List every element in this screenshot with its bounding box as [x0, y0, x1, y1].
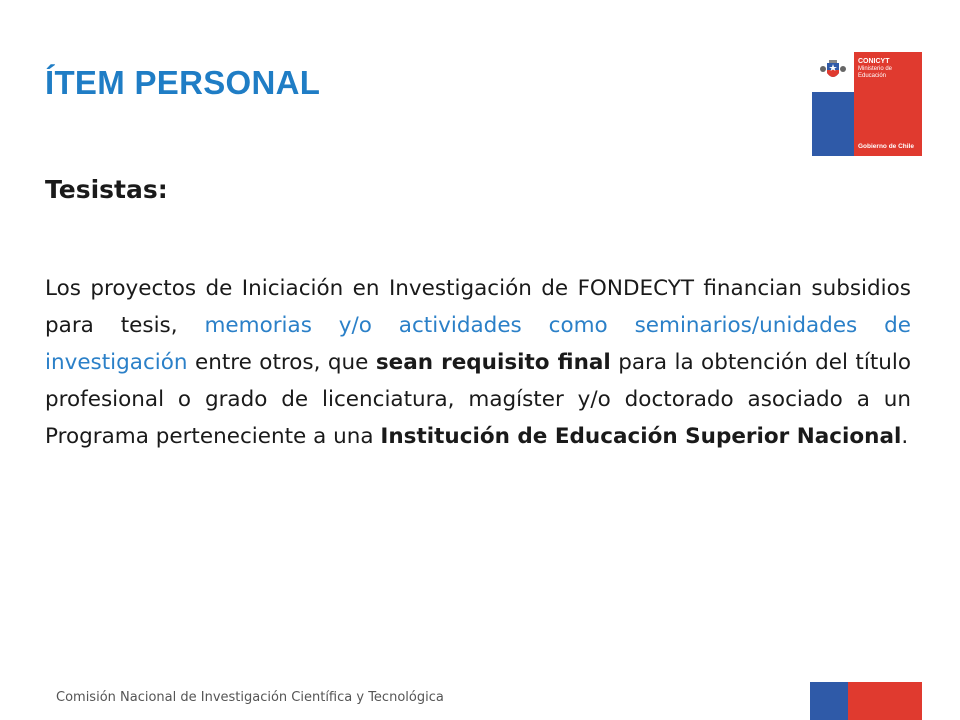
slide-subtitle: Tesistas: — [45, 175, 168, 204]
paragraph-run: Los proyectos de Iniciación en Investigación de FONDECYT financian subsidios para tesis, — [45, 276, 911, 338]
logo-name: CONICYT — [858, 58, 890, 65]
logo-ministry-line2: Educación — [858, 73, 887, 79]
body-paragraph — [45, 270, 911, 455]
logo-ministry-line1: Ministerio de — [858, 66, 893, 72]
logo-red-field — [854, 52, 922, 156]
footer-flag — [810, 682, 922, 720]
paragraph-run-bold: Institución de Educación Superior Nacional — [380, 424, 902, 449]
paragraph-run: . — [901, 424, 909, 449]
paragraph-run-bold: sean requisito final — [375, 350, 611, 375]
paragraph-run: entre otros, que — [187, 350, 376, 375]
coat-of-arms-icon — [818, 58, 848, 84]
conicyt-logo — [812, 52, 922, 156]
slide-title: ÍTEM PERSONAL — [45, 64, 321, 101]
paragraph-run: para la obtención del título profesional o grado de licenciatura, magíster y/o doctorado asociado a un Programa perteneciente a una — [45, 350, 912, 449]
logo-government: Gobierno de Chile — [858, 143, 914, 150]
footer-text: Comisión Nacional de Investigación Científica y Tecnológica — [56, 690, 444, 705]
logo-blue-field — [812, 52, 854, 156]
paragraph-run-highlight: memorias y/o actividades como seminarios/unidades de investigación — [45, 313, 911, 375]
